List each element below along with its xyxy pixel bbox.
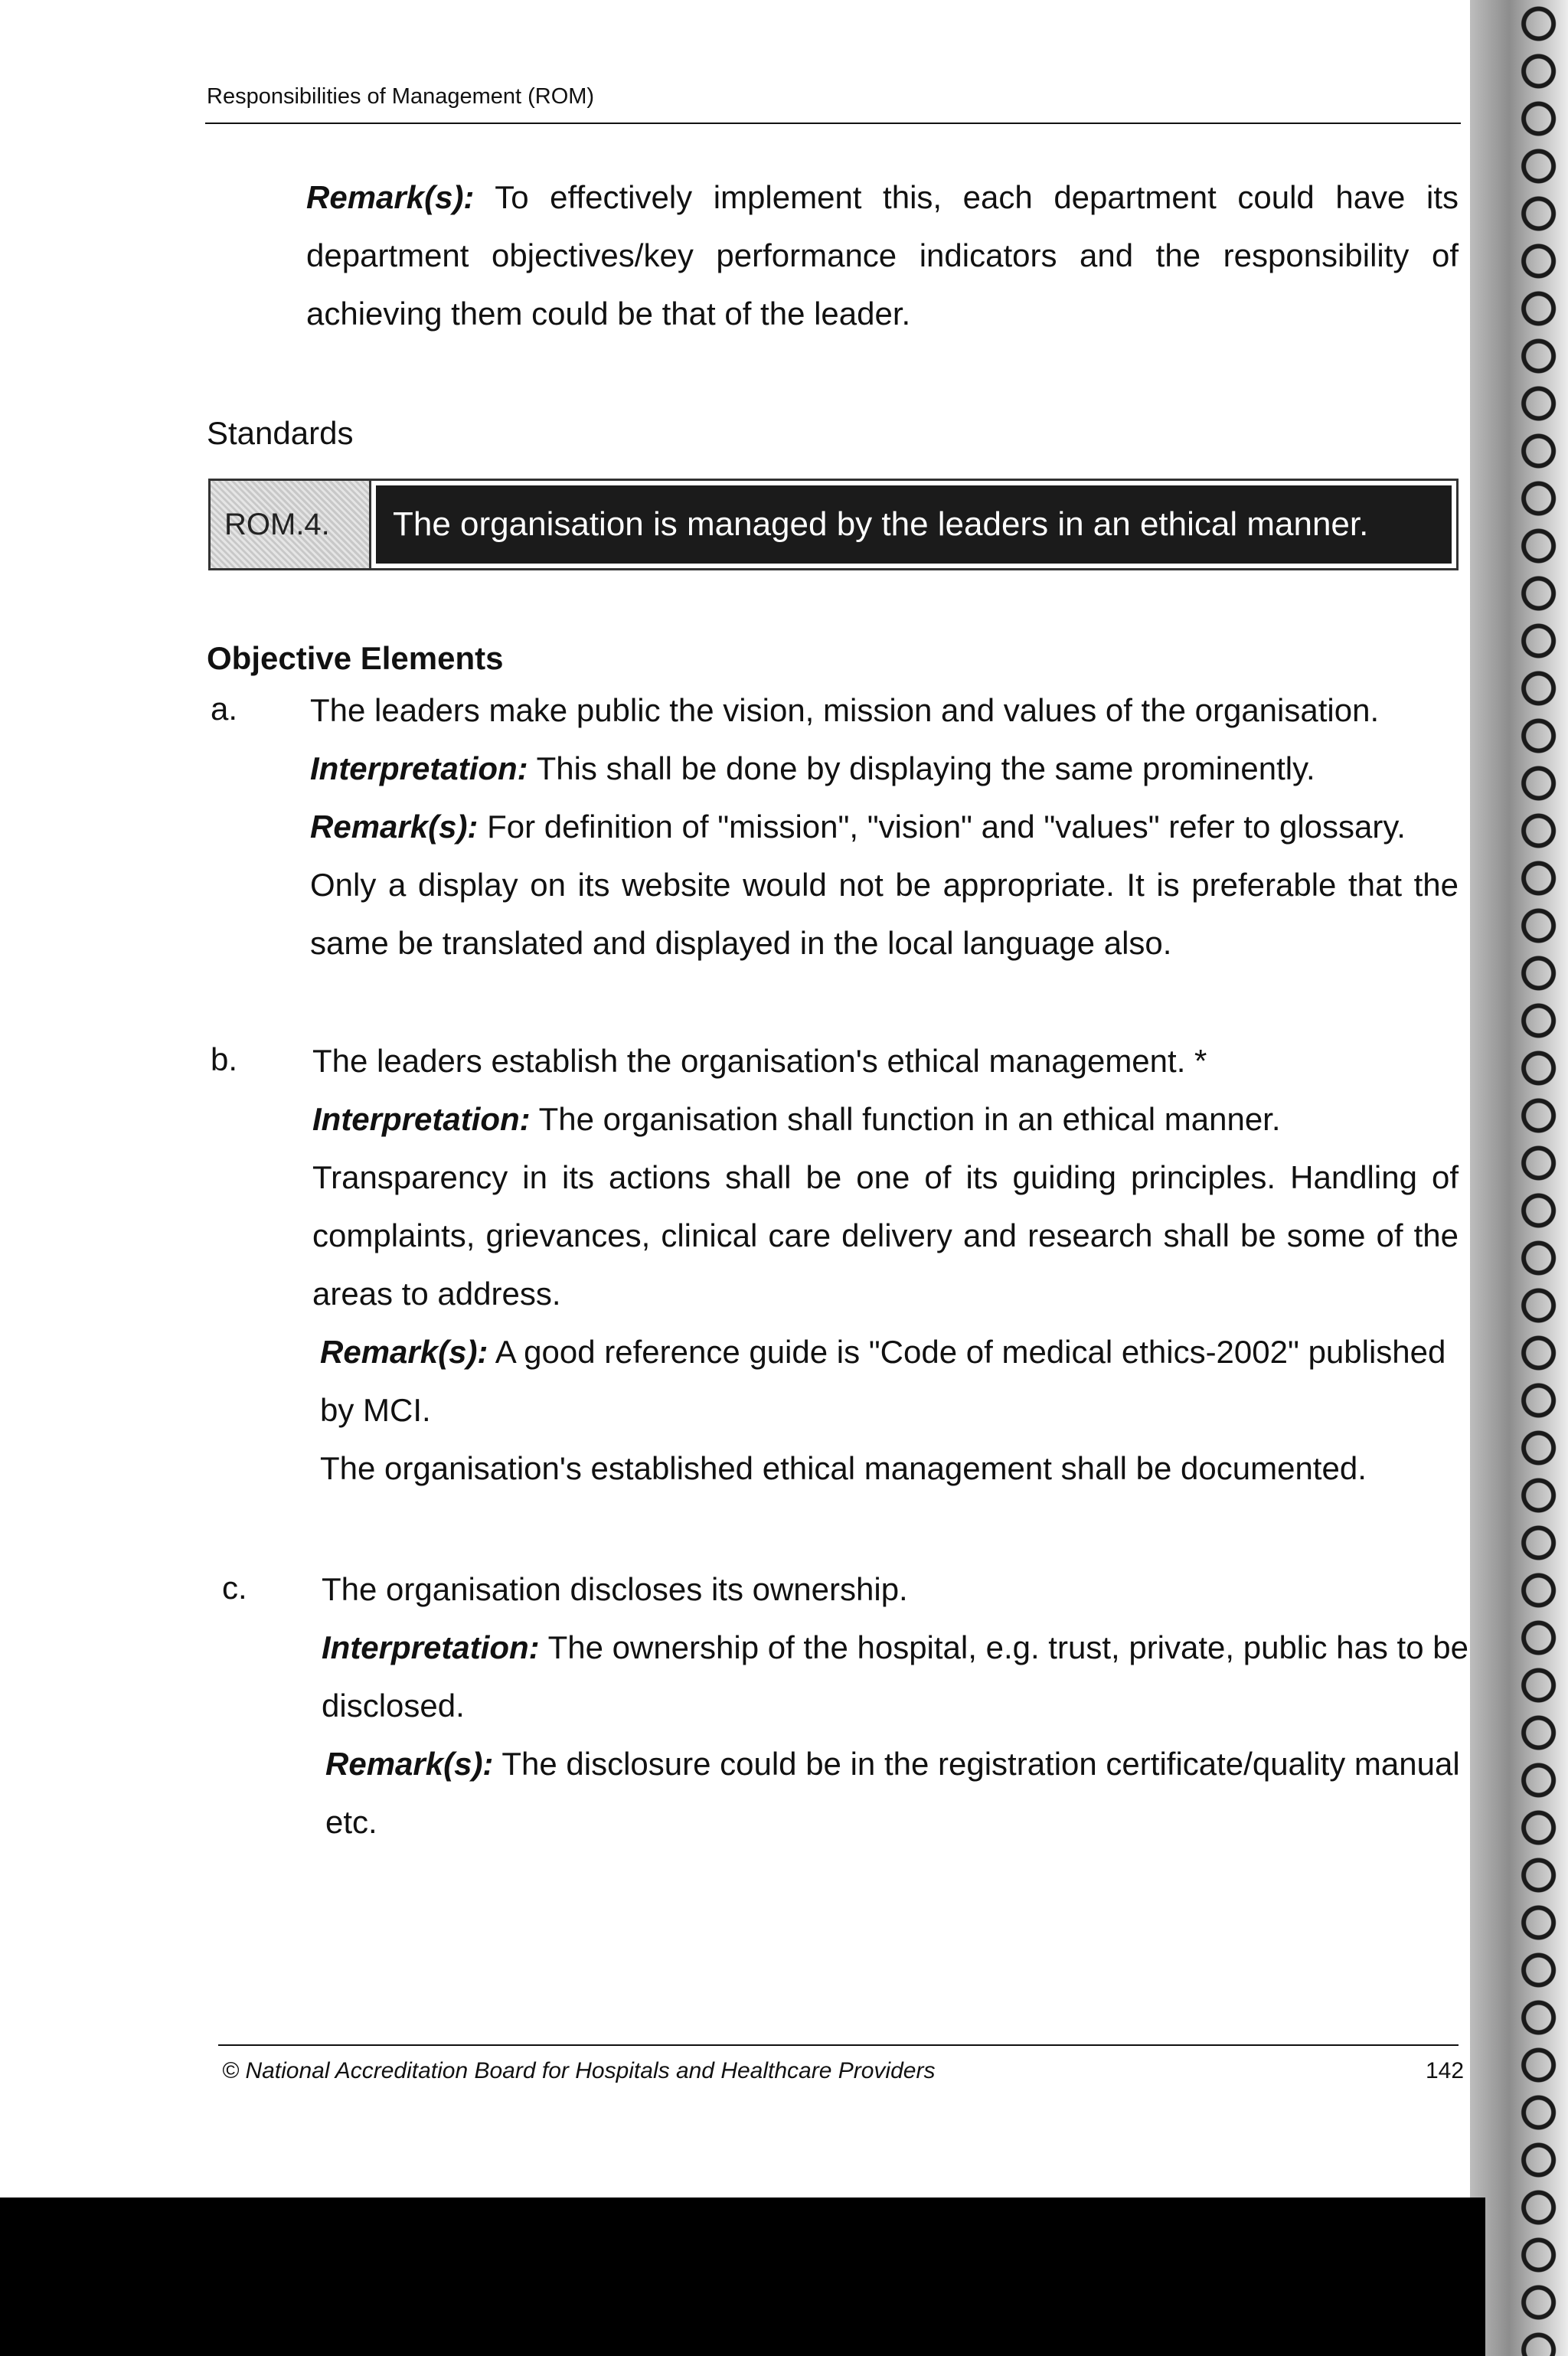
intro-line-1-text: To effectively implement this, each department could have its <box>474 179 1459 215</box>
item-c-marker: c. <box>222 1570 247 1606</box>
item-b-line-7: by MCI. <box>320 1392 431 1428</box>
intro-line-1 <box>306 168 1459 227</box>
item-b-interpretation <box>312 1090 1281 1149</box>
item-a-line-5: same be translated and displayed in the local language also. <box>310 925 1172 961</box>
standards-heading: Standards <box>207 415 354 451</box>
item-c-remark-label: Remark(s): <box>325 1746 494 1782</box>
item-a-interpretation-text: This shall be done by displaying the same prominently. <box>528 750 1315 786</box>
intro-line-2: department objectives/key performance indicators and the responsibility of <box>306 237 1459 273</box>
standard-box <box>208 479 1459 570</box>
standard-code: ROM.4. <box>211 481 371 568</box>
item-a-interpretation <box>310 740 1315 798</box>
item-a-remark <box>310 798 1406 856</box>
item-c-interpretation <box>322 1619 1468 1677</box>
item-b-remark-text: A good reference guide is "Code of medical ethics-2002" published <box>488 1334 1446 1370</box>
item-a-line-4: Only a display on its website would not be appropriate. It is preferable that the <box>310 867 1459 903</box>
intro-line-3: achieving them could be that of the leader. <box>306 296 911 332</box>
item-a-marker: a. <box>211 691 238 727</box>
intro-remark-label: Remark(s): <box>306 179 475 215</box>
item-c-line-3: disclosed. <box>322 1688 465 1724</box>
item-c-remark-text: The disclosure could be in the registration certificate/quality manual <box>493 1746 1460 1782</box>
item-c-remark <box>325 1735 1460 1793</box>
item-c-interpretation-label: Interpretation: <box>322 1629 540 1665</box>
item-b-line-3: Transparency in its actions shall be one of its guiding principles. Handling of <box>312 1159 1459 1195</box>
objective-elements-heading: Objective Elements <box>207 640 504 676</box>
header-rule <box>205 123 1461 124</box>
item-b-line-5: areas to address. <box>312 1276 561 1312</box>
item-b-remark <box>320 1323 1446 1381</box>
standard-text: The organisation is managed by the leaders in an ethical manner. <box>376 485 1452 564</box>
item-c-main: The organisation discloses its ownership. <box>322 1571 908 1607</box>
page-number: 142 <box>1426 2058 1465 2083</box>
footer-copyright: © National Accreditation Board for Hospitals and Healthcare Providers <box>222 2058 936 2083</box>
item-a-remark-label: Remark(s): <box>310 809 479 845</box>
item-b-interpretation-label: Interpretation: <box>312 1101 531 1137</box>
scan-bottom-band <box>0 2198 1485 2356</box>
item-b-main: The leaders establish the organisation's ethical management. * <box>312 1043 1207 1079</box>
item-c-line-5: etc. <box>325 1804 377 1840</box>
item-b-line-8: The organisation's established ethical management shall be documented. <box>320 1450 1367 1486</box>
item-b-remark-label: Remark(s): <box>320 1334 488 1370</box>
spiral-binding-edge <box>1470 0 1568 2356</box>
item-a-main: The leaders make public the vision, mission and values of the organisation. <box>310 692 1380 728</box>
item-a-interpretation-label: Interpretation: <box>310 750 528 786</box>
item-b-interpretation-text: The organisation shall function in an ethical manner. <box>530 1101 1281 1137</box>
item-b-marker: b. <box>211 1041 238 1077</box>
page-header: Responsibilities of Management (ROM) <box>207 84 595 109</box>
item-a-remark-text: For definition of "mission", "vision" and "values" refer to glossary. <box>478 809 1406 845</box>
item-b-line-4: complaints, grievances, clinical care delivery and research shall be some of the <box>312 1217 1459 1253</box>
item-c-interpretation-text: The ownership of the hospital, e.g. trust, private, public has to be <box>539 1629 1468 1665</box>
footer-rule <box>218 2044 1459 2046</box>
